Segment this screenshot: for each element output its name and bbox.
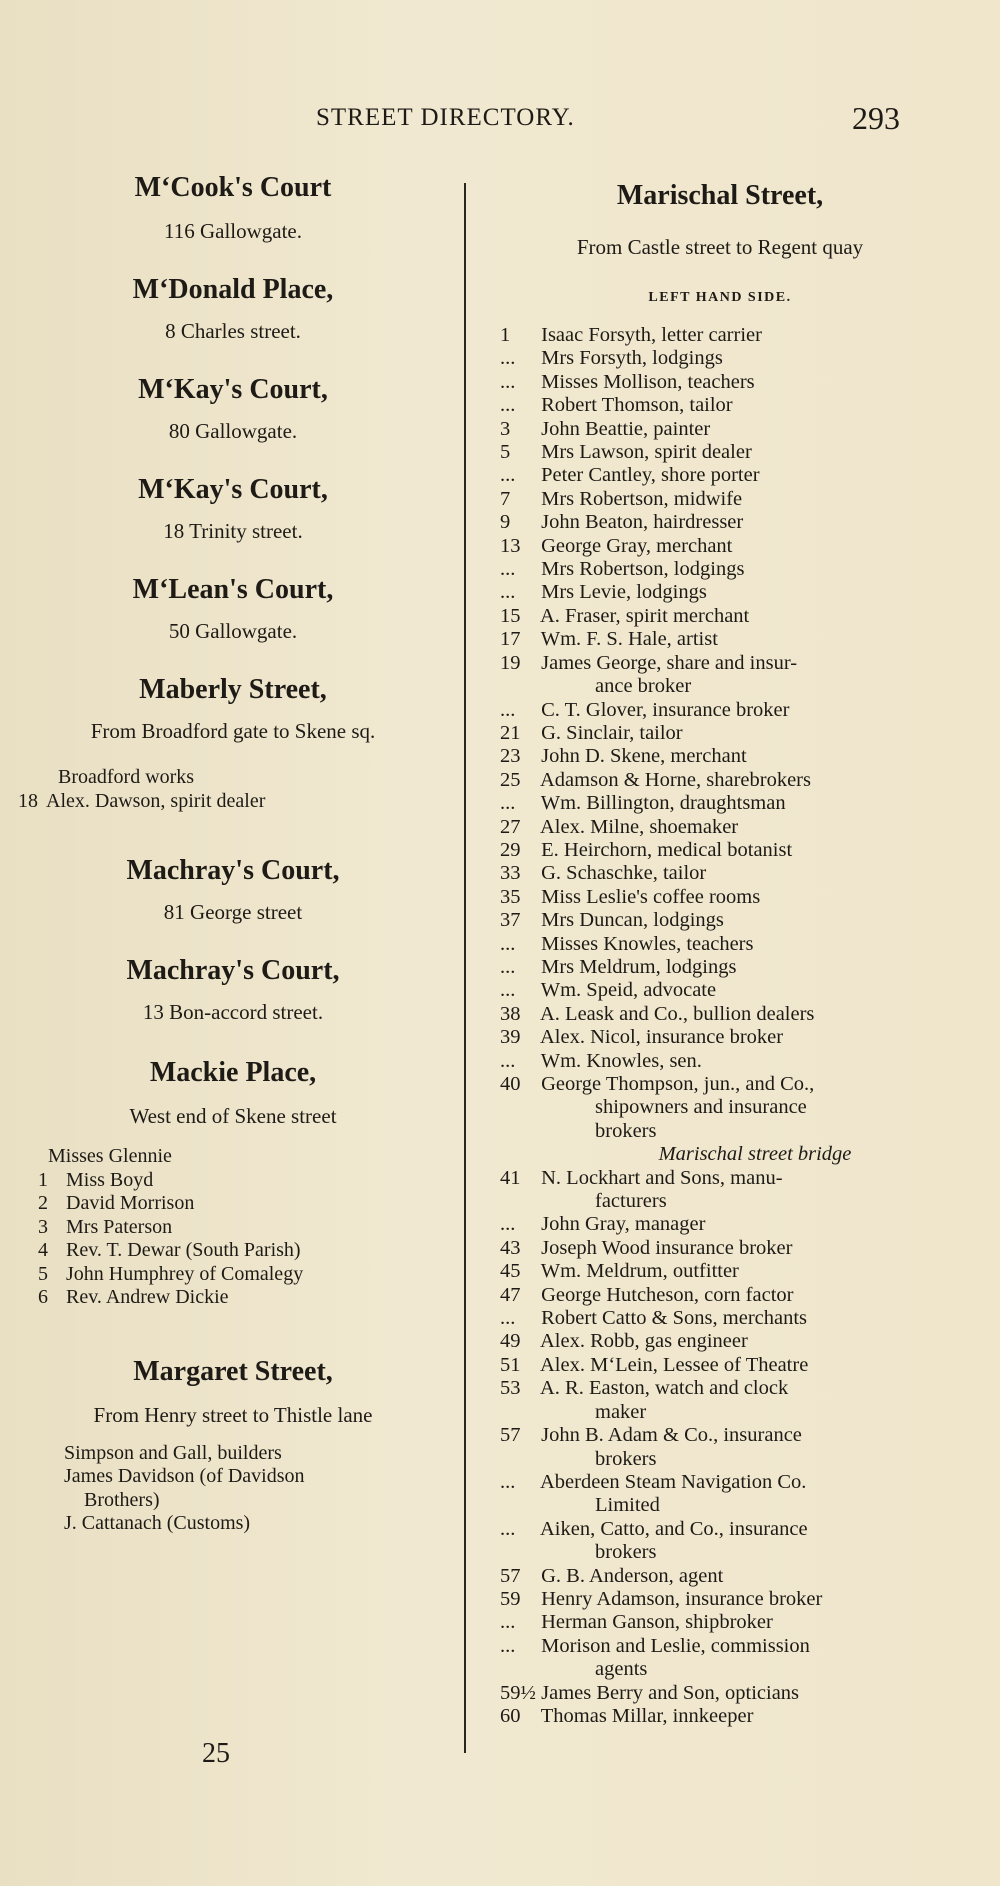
house-number: 35 — [500, 885, 521, 908]
entry-mkays-court-2 — [18, 472, 448, 544]
resident-text: Broadford works — [58, 766, 195, 788]
list-item — [500, 979, 940, 1002]
resident-text-continued: shipowners and insurance — [595, 1096, 807, 1119]
resident-text-continued: brokers — [595, 1119, 657, 1142]
resident-text: J. Cattanach (Customs) — [64, 1512, 251, 1534]
resident-text-continued: Limited — [595, 1494, 660, 1517]
resident-text: Misses Mollison, teachers — [541, 370, 755, 393]
list-item — [500, 1354, 940, 1377]
house-number: 21 — [500, 721, 521, 744]
list-item — [500, 418, 940, 441]
column-divider — [464, 183, 466, 1753]
list-item — [18, 1145, 448, 1169]
entry-mkays-court-1 — [18, 372, 448, 444]
resident-text: Wm. Billington, draughtsman — [540, 792, 786, 815]
entry-mcooks-court — [18, 170, 448, 244]
resident-text: G. B. Anderson, agent — [541, 1564, 724, 1587]
house-number: 2 — [38, 1192, 48, 1214]
entry-location: 50 Gallowgate. — [168, 619, 298, 643]
list-item — [500, 1611, 940, 1634]
resident-list — [500, 324, 940, 1728]
entry-location: 81 George street — [163, 900, 303, 924]
running-title: STREET DIRECTORY. — [316, 104, 575, 131]
list-item — [18, 1239, 448, 1263]
entry-location: 80 Gallowgate. — [168, 419, 298, 443]
resident-text: A. Leask and Co., bullion dealers — [540, 1002, 815, 1025]
list-item — [18, 1489, 448, 1513]
house-number: 40 — [500, 1073, 521, 1095]
resident-text: Wm. F. S. Hale, artist — [540, 628, 718, 651]
list-item — [500, 1307, 940, 1330]
resident-text: Alex. Milne, shoemaker — [540, 815, 739, 838]
list-item — [18, 766, 448, 790]
house-number: ... — [500, 347, 516, 370]
house-number: 13 — [500, 534, 521, 557]
resident-text: David Morrison — [66, 1192, 195, 1214]
house-number: ... — [500, 394, 516, 417]
list-item — [500, 558, 940, 581]
house-number: 1 — [38, 1168, 48, 1191]
resident-text: A. Fraser, spirit merchant — [540, 604, 750, 627]
resident-text: Brothers) — [84, 1488, 160, 1511]
house-number: 51 — [500, 1353, 521, 1376]
resident-text: John Beattie, painter — [541, 417, 711, 440]
side-label: LEFT HAND SIDE. — [648, 290, 792, 305]
house-number: 39 — [500, 1026, 521, 1049]
list-item — [500, 652, 940, 699]
list-item — [500, 371, 940, 394]
resident-text: Robert Thomson, tailor — [541, 394, 733, 417]
list-item — [18, 1169, 448, 1193]
resident-text: Mrs Duncan, lodgings — [541, 909, 724, 932]
resident-text-continued: agents — [595, 1658, 648, 1681]
list-item — [500, 956, 940, 979]
house-number: ... — [500, 1517, 516, 1540]
entry-title: Marischal Street, — [616, 180, 824, 211]
list-item — [500, 862, 940, 885]
house-number: 59½ — [500, 1681, 536, 1704]
list-item — [500, 1167, 940, 1214]
house-number: ... — [500, 1213, 516, 1236]
list-item — [18, 1465, 448, 1489]
entry-machrays-court-1 — [18, 853, 448, 925]
list-item — [500, 1705, 940, 1728]
entry-maberly-street — [18, 672, 448, 813]
entry-machrays-court-2 — [18, 953, 448, 1025]
list-item — [500, 1284, 940, 1307]
bridge-note: Marischal street bridge — [658, 1143, 852, 1166]
list-item — [18, 1263, 448, 1287]
house-number: 57 — [500, 1424, 521, 1447]
house-number: 7 — [500, 487, 511, 510]
resident-text: George Hutcheson, corn factor — [541, 1283, 794, 1306]
entry-location: From Castle street to Regent quay — [576, 235, 864, 259]
resident-text: C. T. Glover, insurance broker — [541, 698, 790, 721]
resident-text: Miss Leslie's coffee rooms — [541, 885, 761, 908]
list-item — [500, 1635, 940, 1682]
resident-text: John Gray, manager — [541, 1213, 706, 1236]
house-number: 5 — [500, 441, 511, 464]
house-number: ... — [500, 1611, 516, 1634]
list-item — [500, 1143, 940, 1166]
list-item — [500, 816, 940, 839]
house-number: 47 — [500, 1283, 521, 1306]
list-item — [500, 1213, 940, 1236]
list-item — [500, 535, 940, 558]
entry-location: West end of Skene street — [129, 1104, 337, 1128]
list-item — [500, 1518, 940, 1565]
list-item — [500, 1682, 940, 1705]
resident-text: N. Lockhart and Sons, manu- — [541, 1166, 783, 1189]
entry-location: 116 Gallowgate. — [163, 219, 303, 243]
resident-text: Misses Knowles, teachers — [541, 932, 754, 955]
house-number: ... — [500, 370, 516, 393]
entry-title: M‘Cook's Court — [134, 172, 332, 203]
house-number: 4 — [38, 1239, 48, 1261]
house-number: ... — [500, 955, 516, 978]
resident-list — [18, 1442, 448, 1536]
resident-text: John Humphrey of Comalegy — [66, 1262, 304, 1285]
entry-title: M‘Donald Place, — [132, 274, 334, 305]
house-number: 1 — [500, 324, 511, 346]
list-item — [500, 581, 940, 604]
list-item — [500, 1026, 940, 1049]
resident-text-continued: brokers — [595, 1541, 657, 1564]
list-item — [500, 488, 940, 511]
list-item — [500, 441, 940, 464]
house-number: ... — [500, 1307, 516, 1330]
list-item — [500, 1588, 940, 1611]
resident-text: John Beaton, hairdresser — [541, 511, 744, 534]
resident-text: Miss Boyd — [66, 1168, 154, 1191]
resident-text: Mrs Lawson, spirit dealer — [541, 441, 752, 464]
resident-text: Henry Adamson, insurance broker — [541, 1587, 823, 1610]
resident-text: James Berry and Son, opticians — [541, 1681, 800, 1704]
resident-text: John D. Skene, merchant — [541, 745, 747, 768]
resident-text: Rev. T. Dewar (South Parish) — [66, 1239, 301, 1261]
list-item — [500, 1424, 940, 1471]
resident-text: Wm. Knowles, sen. — [540, 1049, 702, 1072]
entry-title: M‘Kay's Court, — [138, 474, 328, 505]
entry-title: Machray's Court, — [126, 855, 340, 886]
resident-text: Simpson and Gall, builders — [64, 1441, 282, 1464]
house-number: ... — [500, 1470, 516, 1493]
house-number: 19 — [500, 651, 521, 674]
resident-text: E. Heirchorn, medical botanist — [541, 838, 793, 861]
list-item — [500, 839, 940, 862]
house-number: ... — [500, 932, 516, 955]
resident-text-continued: maker — [595, 1400, 647, 1423]
resident-text: Mrs Robertson, lodgings — [541, 558, 745, 581]
list-item — [500, 933, 940, 956]
list-item — [500, 394, 940, 417]
list-item — [500, 1377, 940, 1424]
list-item — [500, 909, 940, 932]
list-item — [500, 1003, 940, 1026]
resident-text: John B. Adam & Co., insurance — [541, 1424, 802, 1447]
list-item — [500, 1330, 940, 1353]
list-item — [500, 1237, 940, 1260]
resident-text-continued: brokers — [595, 1447, 657, 1470]
list-item — [500, 886, 940, 909]
list-item — [500, 1565, 940, 1588]
list-item — [500, 1073, 940, 1143]
house-number: ... — [500, 1049, 516, 1072]
resident-text: Isaac Forsyth, letter carrier — [541, 324, 762, 346]
house-number: 15 — [500, 604, 521, 627]
resident-text: Alex. M‘Lein, Lessee of Theatre — [540, 1353, 809, 1376]
entry-location: From Henry street to Thistle lane — [93, 1402, 373, 1427]
house-number: 60 — [500, 1704, 521, 1727]
resident-text: Herman Ganson, shipbroker — [541, 1611, 773, 1634]
house-number: 17 — [500, 628, 521, 651]
house-number: 9 — [500, 511, 511, 534]
resident-text: George Thompson, jun., and Co., — [541, 1073, 815, 1095]
resident-text: Alex. Dawson, spirit dealer — [46, 789, 266, 812]
resident-text: Joseph Wood insurance broker — [541, 1236, 793, 1259]
entry-mackie-place — [18, 1055, 448, 1310]
resident-text: Wm. Speid, advocate — [540, 979, 717, 1002]
resident-text: Aiken, Catto, and Co., insurance — [540, 1517, 808, 1540]
house-number: 37 — [500, 909, 521, 932]
list-item — [500, 792, 940, 815]
entry-location: From Broadford gate to Skene sq. — [90, 719, 376, 743]
entry-mleans-court — [18, 572, 448, 644]
house-number: 5 — [38, 1262, 48, 1285]
resident-text: Rev. Andrew Dickie — [66, 1286, 229, 1308]
resident-text: Peter Cantley, shore porter — [541, 464, 760, 487]
signature-mark: 25 — [202, 1738, 230, 1769]
resident-text: Mrs Levie, lodgings — [541, 581, 707, 604]
house-number: ... — [500, 1634, 516, 1657]
list-item — [500, 347, 940, 370]
house-number: 29 — [500, 838, 521, 861]
resident-text: Adamson & Horne, sharebrokers — [540, 768, 811, 791]
house-number: ... — [500, 792, 516, 815]
house-number: 43 — [500, 1236, 521, 1259]
list-item — [500, 1471, 940, 1518]
entry-title: M‘Lean's Court, — [132, 574, 334, 605]
house-number: 3 — [38, 1215, 48, 1238]
resident-text: Wm. Meldrum, outfitter — [540, 1260, 739, 1283]
list-item — [500, 464, 940, 487]
list-item — [18, 790, 448, 814]
resident-list — [18, 766, 448, 813]
entry-location: 8 Charles street. — [165, 319, 301, 343]
list-item — [500, 1260, 940, 1283]
house-number: 18 — [18, 789, 38, 812]
list-item — [500, 1050, 940, 1073]
resident-text: Mrs Robertson, midwife — [541, 487, 743, 510]
resident-text: James Davidson (of Davidson — [64, 1465, 305, 1487]
left-column — [18, 170, 448, 1562]
resident-text: Mrs Paterson — [66, 1215, 173, 1238]
entry-location: 18 Trinity street. — [163, 519, 303, 543]
resident-list — [18, 1145, 448, 1310]
house-number: 53 — [500, 1377, 521, 1400]
list-item — [500, 605, 940, 628]
resident-text: James George, share and insur- — [541, 651, 798, 674]
entry-mcdonald-place — [18, 272, 448, 344]
resident-text: Mrs Meldrum, lodgings — [541, 955, 737, 978]
house-number: 33 — [500, 862, 521, 885]
list-item — [18, 1286, 448, 1310]
house-number: ... — [500, 581, 516, 604]
house-number: 59 — [500, 1587, 521, 1610]
list-item — [500, 745, 940, 768]
house-number: ... — [500, 558, 516, 581]
house-number: 25 — [500, 768, 521, 791]
entry-title: Mackie Place, — [149, 1057, 317, 1088]
entry-title: M‘Kay's Court, — [138, 374, 328, 405]
house-number: 41 — [500, 1166, 521, 1189]
list-item — [500, 324, 940, 347]
resident-text: Thomas Millar, innkeeper — [540, 1704, 754, 1727]
entry-location: 13 Bon-accord street. — [142, 1000, 324, 1024]
list-item — [18, 1512, 448, 1536]
list-item — [18, 1442, 448, 1466]
resident-text: G. Sinclair, tailor — [541, 721, 683, 744]
list-item — [500, 722, 940, 745]
house-number: 45 — [500, 1260, 521, 1283]
list-item — [500, 628, 940, 651]
house-number: 57 — [500, 1564, 521, 1587]
house-number: 3 — [500, 417, 511, 440]
house-number: ... — [500, 979, 516, 1002]
resident-text: Alex. Nicol, insurance broker — [540, 1026, 784, 1049]
list-item — [18, 1216, 448, 1240]
house-number: 27 — [500, 815, 521, 838]
resident-text: G. Schaschke, tailor — [541, 862, 707, 885]
house-number: 23 — [500, 745, 521, 768]
house-number: ... — [500, 464, 516, 487]
resident-text: George Gray, merchant — [541, 534, 733, 557]
resident-text-continued: facturers — [595, 1190, 667, 1213]
entry-title: Maberly Street, — [139, 674, 327, 705]
house-number: ... — [500, 698, 516, 721]
resident-text: Mrs Forsyth, lodgings — [541, 347, 723, 370]
resident-text: A. R. Easton, watch and clock — [540, 1377, 789, 1400]
house-number: 49 — [500, 1330, 521, 1353]
resident-text: Robert Catto & Sons, merchants — [541, 1307, 808, 1330]
house-number: 6 — [38, 1286, 48, 1308]
entry-title: Machray's Court, — [126, 955, 340, 986]
entry-margaret-street — [18, 1354, 448, 1536]
list-item — [500, 511, 940, 534]
house-number: 38 — [500, 1002, 521, 1025]
list-item — [500, 769, 940, 792]
resident-text: Aberdeen Steam Navigation Co. — [540, 1470, 807, 1493]
page-number: 293 — [852, 100, 900, 136]
resident-text-continued: ance broker — [595, 675, 692, 698]
right-column — [500, 170, 940, 1728]
resident-text: Alex. Robb, gas engineer — [540, 1330, 748, 1353]
entry-title: Margaret Street, — [133, 1355, 333, 1387]
list-item — [18, 1192, 448, 1216]
resident-text: Misses Glennie — [48, 1145, 172, 1167]
list-item — [500, 699, 940, 722]
resident-text: Morison and Leslie, commission — [541, 1634, 810, 1657]
